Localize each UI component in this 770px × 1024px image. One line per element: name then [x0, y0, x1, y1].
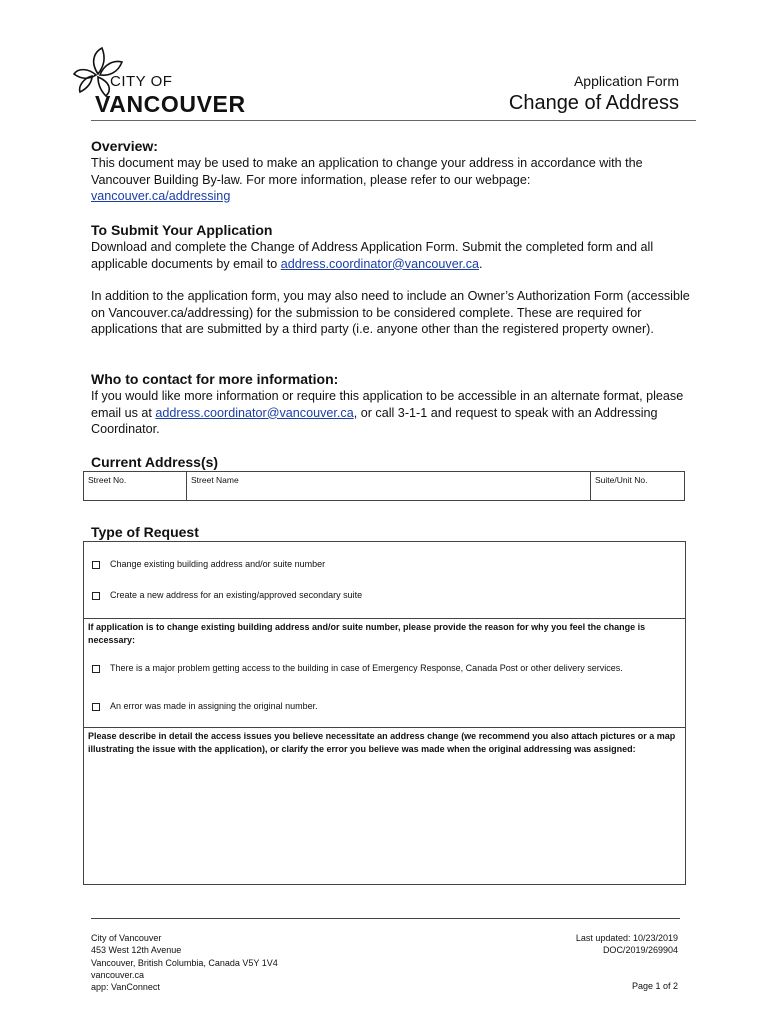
request-box [83, 541, 686, 885]
checkbox[interactable] [92, 592, 100, 600]
page-number: Page 1 of 2 [631, 981, 678, 991]
doc-number: DOC/2019/269904 [602, 945, 678, 956]
submit-text-after: . [479, 256, 483, 271]
logo-city-text: CITY OF [110, 73, 173, 90]
overview-body: This document may be used to make an application to change your address in accordance with the Vancouver Building By-law. For more information, please refer to our webpage: [91, 156, 643, 187]
contact-text-before: If you would like more information or require this application to be accessible in an alternate format, please email us at [91, 389, 684, 420]
contact-email-link[interactable]: address.coordinator@vancouver.ca [155, 405, 354, 420]
addressing-link[interactable]: vancouver.ca/addressing [91, 189, 231, 203]
footer-address [91, 932, 278, 993]
address-line: app: VanConnect [91, 982, 160, 993]
header-divider [91, 120, 696, 121]
street-no-field[interactable]: Street No. [84, 472, 187, 500]
option-label: Create a new address for an existing/approved secondary suite [110, 590, 363, 600]
current-address-table [83, 471, 685, 501]
footer-divider [91, 918, 680, 919]
address-line: Vancouver, British Columbia, Canada V5Y 1V4 [91, 957, 278, 968]
submit-text [91, 239, 691, 272]
suite-no-field[interactable]: Suite/Unit No. [595, 475, 648, 485]
describe-prompt: Please describe in detail the access issues you believe necessitate an address change (we recommend you also attach pictures or a map illustrating the issue with the application), or clarify the error you believe was made when the original addressing was assigned: [88, 731, 676, 754]
request-heading: Type of Request [91, 524, 199, 540]
email-link[interactable]: address.coordinator@vancouver.ca [280, 256, 480, 271]
last-updated: Last updated: 10/23/2019 [575, 933, 678, 943]
contact-heading: Who to contact for more information: [91, 371, 339, 387]
submit-heading: To Submit Your Application [91, 222, 273, 238]
option-label: Change existing building address and/or suite number [110, 559, 326, 569]
submit-text-before: Download and complete the Change of Address Application Form. Submit the completed form and all applicable documents by email to [91, 240, 654, 271]
divider [84, 727, 685, 728]
option-change-existing[interactable] [92, 559, 325, 569]
reason-label: There is a major problem getting access to the building in case of Emergency Response, Canada Post or other delivery services. [110, 663, 623, 673]
reason-error[interactable] [92, 701, 318, 711]
form-title: Change of Address [508, 92, 679, 114]
form-kind: Application Form [573, 73, 679, 89]
overview-heading: Overview: [91, 138, 158, 154]
address-line: 453 West 12th Avenue [91, 945, 182, 956]
footer-meta [576, 932, 678, 957]
checkbox[interactable] [92, 665, 100, 673]
reason-prompt: If application is to change existing building address and/or suite number, please provide the reason for why you feel the change is necessary: [88, 622, 646, 645]
logo-vancouver-text: VANCOUVER [95, 91, 246, 117]
overview-text [91, 155, 691, 205]
street-name-field[interactable]: Street Name [187, 472, 591, 500]
current-address-heading: Current Address(s) [91, 454, 219, 470]
submit-para2: In addition to the application form, you may also need to include an Owner’s Authorization Form (accessible on Vancouver.ca/addressing) for the submission to be considered complete. These are required for applications that are submitted by a third party (i.e. anyone other than the registered property owner). [91, 289, 690, 336]
divider [84, 618, 685, 619]
option-new-suite[interactable] [92, 590, 362, 600]
address-line: City of Vancouver [91, 933, 162, 943]
reason-access-problem[interactable] [92, 661, 672, 676]
describe-textarea[interactable] [84, 772, 684, 882]
checkbox[interactable] [92, 703, 100, 711]
contact-text-after: , or call 3-1-1 and request to speak with an Addressing Coordinator. [91, 405, 658, 436]
checkbox[interactable] [92, 561, 100, 569]
address-line: vancouver.ca [91, 969, 145, 980]
contact-text [91, 388, 691, 438]
reason-label: An error was made in assigning the original number. [110, 701, 318, 711]
